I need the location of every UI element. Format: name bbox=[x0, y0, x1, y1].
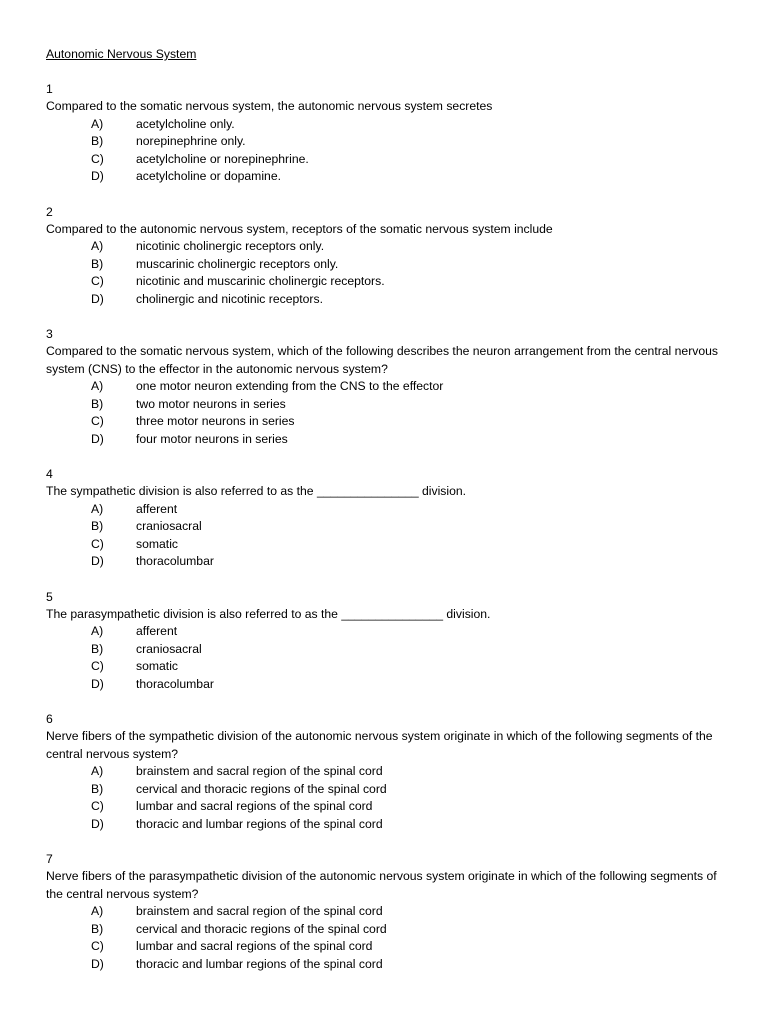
answer-option bbox=[46, 273, 722, 291]
question-3 bbox=[46, 325, 722, 448]
option-text: brainstem and sacral region of the spinal cord bbox=[136, 764, 383, 778]
question-text: Compared to the somatic nervous system, which of the following describes the neuron arrangement from the central nervous system (CNS) to the effector in the autonomic nervous system? bbox=[46, 344, 719, 376]
option-letter: C) bbox=[91, 414, 104, 428]
question-1 bbox=[46, 80, 722, 186]
question-number: 6 bbox=[46, 712, 53, 726]
option-text: lumbar and sacral regions of the spinal cord bbox=[136, 799, 373, 813]
option-letter: A) bbox=[91, 379, 104, 393]
answer-option bbox=[46, 956, 722, 974]
option-letter: A) bbox=[91, 239, 104, 253]
answer-option bbox=[46, 518, 722, 536]
option-text: cervical and thoracic regions of the spinal cord bbox=[136, 781, 387, 796]
option-letter: B) bbox=[91, 519, 104, 533]
answer-option bbox=[46, 501, 722, 519]
option-text: one motor neuron extending from the CNS to the effector bbox=[136, 379, 444, 393]
question-5 bbox=[46, 588, 722, 694]
answer-option bbox=[46, 396, 722, 414]
answer-option bbox=[46, 291, 722, 309]
option-text: craniosacral bbox=[136, 519, 202, 533]
option-text: afferent bbox=[136, 501, 178, 516]
answer-option bbox=[46, 116, 722, 134]
answer-option bbox=[46, 536, 722, 554]
question-2 bbox=[46, 203, 722, 309]
option-text: nicotinic cholinergic receptors only. bbox=[136, 239, 325, 253]
answer-option bbox=[46, 816, 722, 834]
option-letter: B) bbox=[91, 396, 104, 411]
option-letter: D) bbox=[91, 554, 104, 568]
option-letter: A) bbox=[91, 904, 104, 918]
option-text: acetylcholine or norepinephrine. bbox=[136, 151, 309, 166]
option-letter: D) bbox=[91, 291, 104, 306]
option-text: three motor neurons in series bbox=[136, 414, 295, 428]
option-letter: B) bbox=[91, 781, 104, 796]
question-list bbox=[46, 80, 722, 973]
option-letter: D) bbox=[91, 816, 104, 831]
answer-option bbox=[46, 798, 722, 816]
option-text: afferent bbox=[136, 624, 178, 638]
option-letter: D) bbox=[91, 431, 104, 446]
option-letter: D) bbox=[91, 169, 104, 183]
option-letter: C) bbox=[91, 939, 104, 953]
option-text: nicotinic and muscarinic cholinergic receptors. bbox=[136, 274, 385, 288]
answer-option bbox=[46, 658, 722, 676]
question-7 bbox=[46, 850, 722, 973]
option-text: cervical and thoracic regions of the spinal cord bbox=[136, 921, 387, 936]
option-letter: C) bbox=[91, 536, 104, 551]
answer-option bbox=[46, 921, 722, 939]
option-text: lumbar and sacral regions of the spinal cord bbox=[136, 939, 373, 953]
question-number: 1 bbox=[46, 82, 53, 96]
question-6 bbox=[46, 710, 722, 833]
answer-option bbox=[46, 133, 722, 151]
question-number: 3 bbox=[46, 327, 53, 341]
option-letter: C) bbox=[91, 151, 104, 166]
question-number: 7 bbox=[46, 852, 53, 866]
option-letter: B) bbox=[91, 256, 104, 271]
option-text: norepinephrine only. bbox=[136, 134, 246, 148]
option-letter: A) bbox=[91, 764, 104, 778]
answer-option bbox=[46, 431, 722, 449]
answer-option bbox=[46, 413, 722, 431]
question-text: The parasympathetic division is also referred to as the _______________ division. bbox=[46, 606, 491, 621]
question-number: 2 bbox=[46, 204, 53, 219]
answer-option bbox=[46, 151, 722, 169]
option-text: thoracolumbar bbox=[136, 676, 214, 691]
option-letter: D) bbox=[91, 676, 104, 691]
answer-option bbox=[46, 256, 722, 274]
answer-option bbox=[46, 676, 722, 694]
option-text: cholinergic and nicotinic receptors. bbox=[136, 291, 323, 306]
option-text: two motor neurons in series bbox=[136, 396, 286, 411]
option-letter: C) bbox=[91, 659, 104, 673]
option-text: muscarinic cholinergic receptors only. bbox=[136, 256, 339, 271]
option-letter: A) bbox=[91, 624, 104, 638]
question-text: Compared to the somatic nervous system, the autonomic nervous system secretes bbox=[46, 99, 493, 113]
option-letter: D) bbox=[91, 956, 104, 971]
document-title: Autonomic Nervous System bbox=[46, 47, 197, 61]
option-text: four motor neurons in series bbox=[136, 431, 288, 446]
answer-option bbox=[46, 168, 722, 186]
option-text: thoracic and lumbar regions of the spinal cord bbox=[136, 816, 383, 831]
option-text: somatic bbox=[136, 659, 178, 673]
answer-option bbox=[46, 781, 722, 799]
answer-option bbox=[46, 378, 722, 396]
question-number: 4 bbox=[46, 467, 53, 481]
answer-option bbox=[46, 238, 722, 256]
answer-option bbox=[46, 903, 722, 921]
answer-option bbox=[46, 623, 722, 641]
question-text: Compared to the autonomic nervous system, receptors of the somatic nervous system include bbox=[46, 221, 553, 236]
answer-option bbox=[46, 553, 722, 571]
option-letter: A) bbox=[91, 116, 104, 131]
answer-option bbox=[46, 763, 722, 781]
option-letter: C) bbox=[91, 799, 104, 813]
option-letter: A) bbox=[91, 501, 104, 516]
option-text: craniosacral bbox=[136, 641, 202, 656]
option-letter: B) bbox=[91, 921, 104, 936]
option-text: thoracic and lumbar regions of the spinal cord bbox=[136, 956, 383, 971]
option-text: acetylcholine only. bbox=[136, 116, 235, 131]
question-text: Nerve fibers of the parasympathetic division of the autonomic nervous system originate in which of the following segments of the central nervous system? bbox=[46, 869, 717, 901]
question-text: The sympathetic division is also referred to as the _______________ division. bbox=[46, 484, 467, 498]
question-number: 5 bbox=[46, 589, 53, 604]
answer-option bbox=[46, 641, 722, 659]
option-text: somatic bbox=[136, 536, 178, 551]
option-letter: B) bbox=[91, 641, 104, 656]
question-4 bbox=[46, 465, 722, 571]
option-letter: B) bbox=[91, 134, 104, 148]
answer-option bbox=[46, 938, 722, 956]
option-text: brainstem and sacral region of the spinal cord bbox=[136, 904, 383, 918]
question-text: Nerve fibers of the sympathetic division of the autonomic nervous system originate in which of the following segments of the central nervous system? bbox=[46, 729, 713, 761]
option-letter: C) bbox=[91, 274, 104, 288]
option-text: thoracolumbar bbox=[136, 554, 214, 568]
option-text: acetylcholine or dopamine. bbox=[136, 169, 281, 183]
